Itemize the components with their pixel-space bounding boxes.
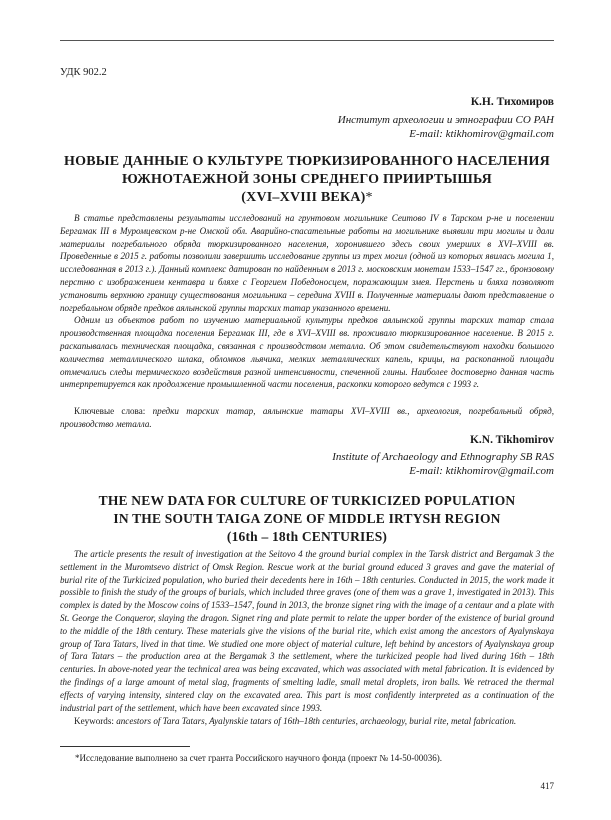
title-en-line: (16th – 18th CENTURIES) (226, 529, 388, 544)
keywords-value: предки тарских татар, аялынские татары XVI–XVIII вв., археология, погребальный обряд, производство металла. (60, 406, 555, 429)
title-ru (60, 153, 554, 207)
abstract-en-paragraph: The article presents the result of investigation at the Seitovo 4 the ground burial complex in the Tarsk district and Bergamak 3 the settlement in the Muromtsevo district of Omsk Region. Rescue work at the burial ground educed 3 graves and gave the material of burial rite of the Turkicized population, who buried their decedents here in 16th – 18th centuries. Conducted in 2015, the work made it possible to finish the study of the groups of burials, which included three graves (one of them was a grave 1, investigated in 2013). This complex is dated by the Moscow coins of 1533–1547, found in 2013, the bronze signet ring with the image of a centaur and a plate with St. George the Conqueror, slaying the dragon. Signet ring and plate permit to relate the upper border of the existence of burial ground to the middle of the 18th century. These materials give the visions of the burial rite, which exist among the ancestors of Ayalynskaya group of Tara Tatars, lived in that time. We studied one more object of material culture, left behind by ancestors of Ayalynskaya group of Tara Tatars – the production area at the Bergamak 3 the settlement, where the turkicized people had lived during 16th – 18th centuries. In above-noted year the technical area was being excavated, which was associated with metal fabrication. It is evidenced by the findings of a large amount of metal slag, fragments of smelting ladle, small metal droplets, iron balls. We retraced the thermal effects of varying intensity, sintered clay on the excavated area. This part is most confidently interpreted as a continuation of the industrial part of the settlement, which have been excavated since 1993. (60, 549, 554, 713)
abstract-ru (60, 212, 554, 391)
title-en (60, 492, 554, 546)
title-ru-line-3 (60, 189, 554, 207)
keywords-label: Keywords: (74, 716, 114, 726)
abstract-ru-paragraph: В статье представлены результаты исследований на грунтовом могильнике Сеитово IV в Тарском р-не и поселении Бергамак III в Муромцевском р-не Омской обл. Аварийно-спасательные работы на могильнике выявили три могилы и дали материалы погребального обряда тюркизированного населения, хоронившего здесь своих умерших в XVI–XVIII вв. Проведенные в 2015 г. работы позволили завершить исследование группы из трех могил (одной из которых явилась могила 1, исследованная в 2013 г.). Данный комплекс датирован по найденным в 2013 г. московским монетам 1533–1547 гг., бронзовому перстню с изображением кентавра и бляхе с Георгием Победоносцем, поражающим змея. Перстень и бляха позволяют установить верхнюю границу существования могильника – середина XVIII в. Полученные материалы дают представление о погребальном обряде предков аялынской группы тарских татар указанного времени. (60, 213, 554, 313)
title-en-line: THE NEW DATA FOR CULTURE OF TURKICIZED POPULATION (98, 493, 516, 508)
footnote: *Исследование выполнено за счет гранта Российского научного фонда (проект № 14-50-00036). (75, 753, 442, 763)
keywords-value: ancestors of Tara Tatars, Ayalynskie tatars of 16th–18th centuries, archaeology, burial rite, metal fabrication. (116, 716, 517, 726)
top-rule (60, 40, 554, 41)
keywords-en (60, 715, 554, 728)
udk-code: УДК 902.2 (60, 67, 107, 78)
title-en-line: IN THE SOUTH TAIGA ZONE OF MIDDLE IRTYSH REGION (113, 511, 501, 526)
keywords-ru (60, 405, 554, 431)
email-en: E-mail: ktikhomirov@gmail.com (409, 465, 554, 477)
footnote-rule (60, 746, 190, 747)
footnote-mark: * (365, 190, 373, 205)
keywords-label: Ключевые слова: (74, 406, 146, 416)
title-ru-line: (XVI–XVIII ВЕКА) (241, 190, 366, 205)
title-ru-line: ЮЖНОТАЕЖНОЙ ЗОНЫ СРЕДНЕГО ПРИИРТЫШЬЯ (122, 172, 492, 187)
abstract-ru-paragraph: Одним из объектов работ по изучению материальной культуры предков аялынской группы тарских татар стала производственная площадка поселения Бергамак III, где в XVI–XVIII вв. проживало тюркизированное население. В 2015 г. раскапывалась техническая площадка, связанная с производством металла. Об этом свидетельствуют находки большого количества металлического шлака, обломков льячика, мелких металлических капель, крицы, на раскопанной площади отмечались следы термического воздействия разной интенсивности, спеченной глины. Наиболее достоверно данная часть интерпретируется как продолжение промышленной части поселения, раскопки которого ведутся с 1993 г. (60, 315, 554, 390)
author-en: K.N. Tikhomirov (469, 434, 554, 446)
author-ru: К.Н. Тихомиров (470, 96, 554, 108)
affiliation-en: Institute of Archaeology and Ethnography SB RAS (332, 451, 554, 463)
abstract-en (60, 548, 554, 714)
page-number: 417 (540, 781, 554, 791)
title-ru-line: НОВЫЕ ДАННЫЕ О КУЛЬТУРЕ ТЮРКИЗИРОВАННОГО НАСЕЛЕНИЯ (64, 154, 550, 169)
email-ru: E-mail: ktikhomirov@gmail.com (409, 128, 554, 140)
affiliation-ru: Институт археологии и этнографии СО РАН (337, 114, 554, 126)
